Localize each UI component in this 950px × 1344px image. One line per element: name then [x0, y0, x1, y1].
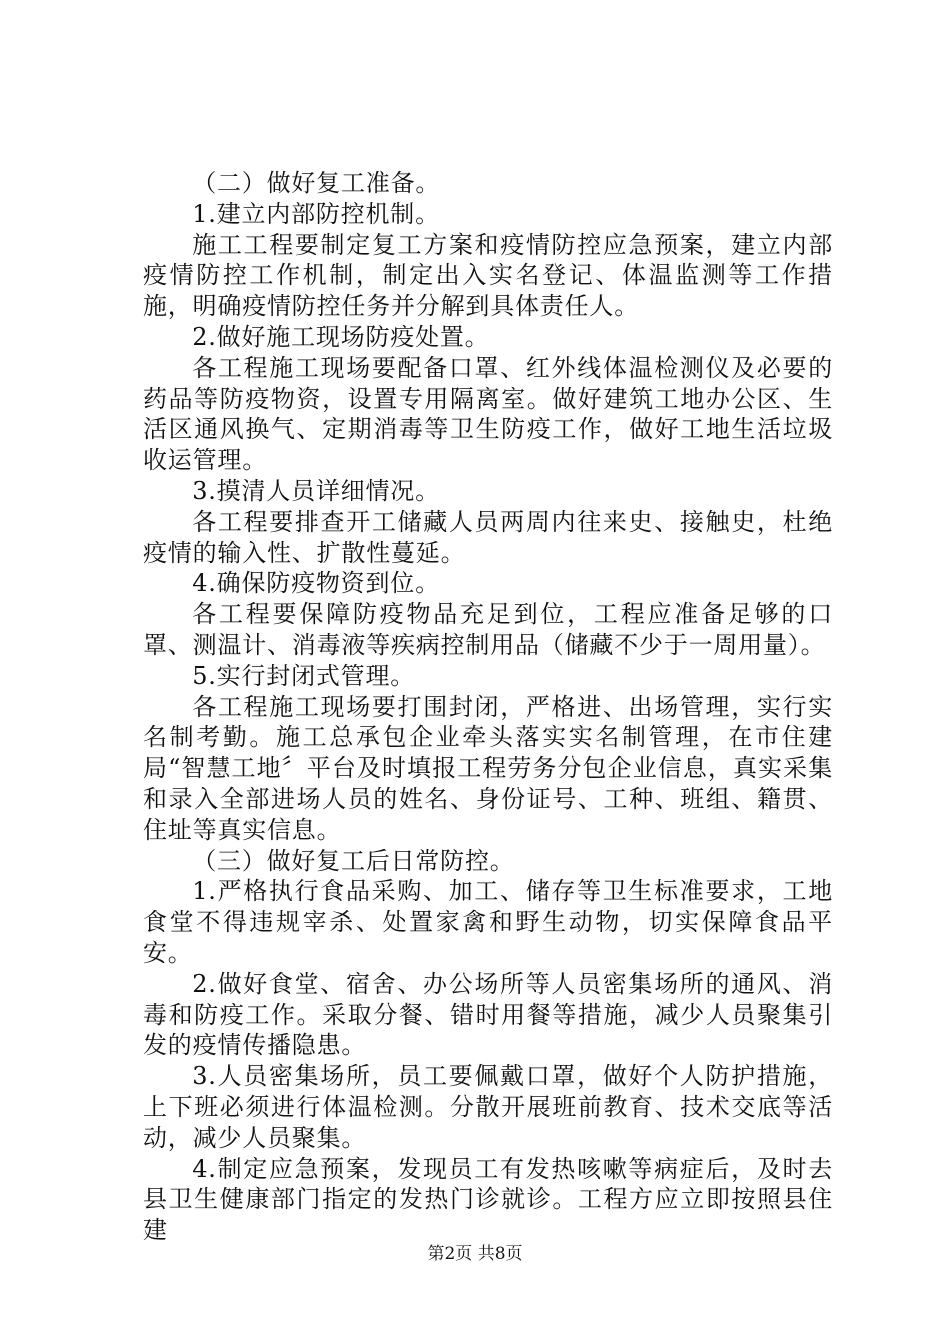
list-item: 1.严格执行食品采购、加工、储存等卫生标准要求，工地食堂不得违规宰杀、处置家禽和野生动物，切实保障食品平安。 — [143, 877, 833, 967]
body-paragraph: 各工程要排查开工储藏人员两周内往来史、接触史，杜绝疫情的输入性、扩散性蔓延。 — [143, 507, 833, 567]
item-heading: 1.建立内部防控机制。 — [192, 199, 440, 228]
body-paragraph: 各工程要保障防疫物品充足到位，工程应准备足够的口罩、测温计、消毒液等疾病控制用品（储藏不少于一周用量）。 — [143, 600, 833, 659]
page-number-footer: 第2页 共8页 — [427, 1244, 523, 1264]
item-heading: 2.做好施工现场防疫处置。 — [192, 322, 490, 351]
body-paragraph: 各工程施工现场要配备口罩、红外线体温检测仪及必要的药品等防疫物资，设置专用隔离室。做好建筑工地办公区、生活区通风换气、定期消毒等卫生防疫工作，做好工地生活垃圾收运管理。 — [143, 353, 833, 475]
list-item: 4.制定应急预案，发现员工有发热咳嗽等病症后，及时去县卫生健康部门指定的发热门诊就诊。工程方应立即按照县住建 — [143, 1154, 833, 1245]
section-heading-2: （二）做好复工准备。 — [192, 169, 441, 197]
body-paragraph: 各工程施工现场要打围封闭，严格进、出场管理，实行实名制考勤。施工总承包企业牵头落实实名制管理，在市住建局“智慧工地〞平台及时填报工程劳务分包企业信息，真实采集和录入全部进场人员的姓名、身份证号、工种、班组、籍贯、住址等真实信息。 — [143, 692, 833, 844]
item-heading: 3.摸清人员详细情况。 — [192, 476, 440, 505]
body-paragraph: 施工工程要制定复工方案和疫情防控应急预案，建立内部疫情防控工作机制，制定出入实名登记、体温监测等工作措施，明确疫情防控任务并分解到具体责任人。 — [143, 230, 833, 321]
document-body — [143, 168, 833, 1246]
section-heading-3: （三）做好复工后日常防控。 — [192, 846, 515, 875]
list-item: 2.做好食堂、宿舍、办公场所等人员密集场所的通风、消毒和防疫工作。采取分餐、错时用餐等措施，减少人员聚集引发的疫情传播隐患。 — [143, 969, 833, 1060]
item-heading: 5.实行封闭式管理。 — [192, 661, 416, 690]
list-item: 3.人员密集场所，员工要佩戴口罩，做好个人防护措施，上下班必须进行体温检测。分散开展班前教育、技术交底等活动，减少人员聚集。 — [143, 1062, 833, 1152]
item-heading: 4.确保防疫物资到位。 — [192, 569, 440, 598]
